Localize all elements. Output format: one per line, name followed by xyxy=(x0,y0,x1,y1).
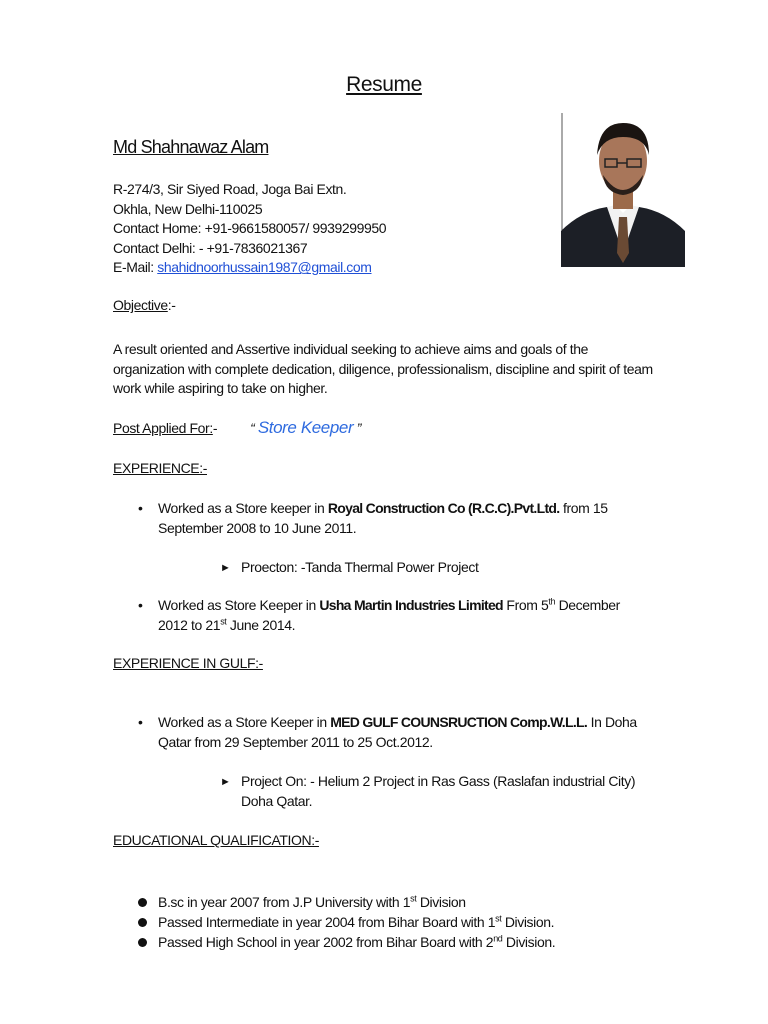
experience-item: • Worked as a Store keeper in Royal Construction Co (R.C.C).Pvt.Ltd. from 15 September 2008 to 10 June 2011. xyxy=(138,500,608,536)
arrow-right-icon: ► xyxy=(220,562,231,574)
company-name: Royal Construction Co (R.C.C).Pvt.Ltd. xyxy=(327,500,560,516)
bullet-icon xyxy=(138,938,147,947)
gulf-project-item: ► Project On: - Helium 2 Project in Ras Gass (Raslafan industrial City) Doha Qatar. xyxy=(220,773,636,809)
email-label: E-Mail: xyxy=(113,259,158,276)
experience-item: • Worked as Store Keeper in Usha Martin Industries Limited From 5th December 2012 to 21st June 2014. xyxy=(138,596,620,633)
post-label: Post Applied For: xyxy=(113,420,213,436)
objective-heading: Objective:- xyxy=(113,297,176,313)
experience-heading: EXPERIENCE:- xyxy=(113,460,207,476)
arrow-right-icon: ► xyxy=(220,776,231,788)
gulf-heading: EXPERIENCE IN GULF:- xyxy=(113,655,263,671)
email-link[interactable]: shahidnoorhussain1987@gmail.com xyxy=(157,259,372,276)
post-applied: Post Applied For:- “ Store Keeper ” xyxy=(113,418,361,437)
bullet-icon xyxy=(138,918,147,927)
profile-photo xyxy=(561,113,685,267)
project-item: ► Proecton: -Tanda Thermal Power Project xyxy=(220,558,660,578)
email-line xyxy=(113,258,386,278)
education-heading: EDUCATIONAL QUALIFICATION:- xyxy=(113,832,319,848)
contact-home: Contact Home: +91-9661580057/ 9939299950 xyxy=(113,220,387,237)
education-item: B.sc in year 2007 from J.P University with 1st Division xyxy=(138,892,658,912)
bullet-icon: • xyxy=(138,714,143,730)
candidate-name: Md Shahnawaz Alam xyxy=(113,137,269,157)
education-item: Passed High School in year 2002 from Bihar Board with 2nd Division. xyxy=(138,932,658,952)
gulf-experience-item: • Worked as a Store Keeper in MED GULF COUNSRUCTION Comp.W.L.L. In Doha Qatar from 29 September 2011 to 25 Oct.2012. xyxy=(138,714,637,750)
address-line-1: R-274/3, Sir Siyed Road, Joga Bai Extn. xyxy=(113,181,347,197)
address-line-2: Okhla, New Delhi-110025 xyxy=(113,200,263,217)
bullet-icon xyxy=(138,898,147,907)
education-item: Passed Intermediate in year 2004 from Bihar Board with 1st Division. xyxy=(138,912,658,932)
bullet-icon: • xyxy=(138,597,143,613)
contact-block xyxy=(113,180,386,278)
contact-delhi: Contact Delhi: - +91-7836021367 xyxy=(113,239,308,256)
post-value: Store Keeper xyxy=(257,418,354,437)
page-title: Resume xyxy=(346,73,422,96)
company-name: MED GULF COUNSRUCTION Comp.W.L.L. xyxy=(330,714,588,730)
post-open-quote: “ xyxy=(250,420,255,436)
post-close-quote: ” xyxy=(356,420,361,436)
bullet-icon: • xyxy=(138,500,143,516)
company-name: Usha Martin Industries Limited xyxy=(319,597,503,613)
objective-text: A result oriented and Assertive individual seeking to achieve aims and goals of the organization with complete dedication, diligence, professionalism, discipline and spirit of team work while aspiring to take on higher. xyxy=(113,341,653,397)
